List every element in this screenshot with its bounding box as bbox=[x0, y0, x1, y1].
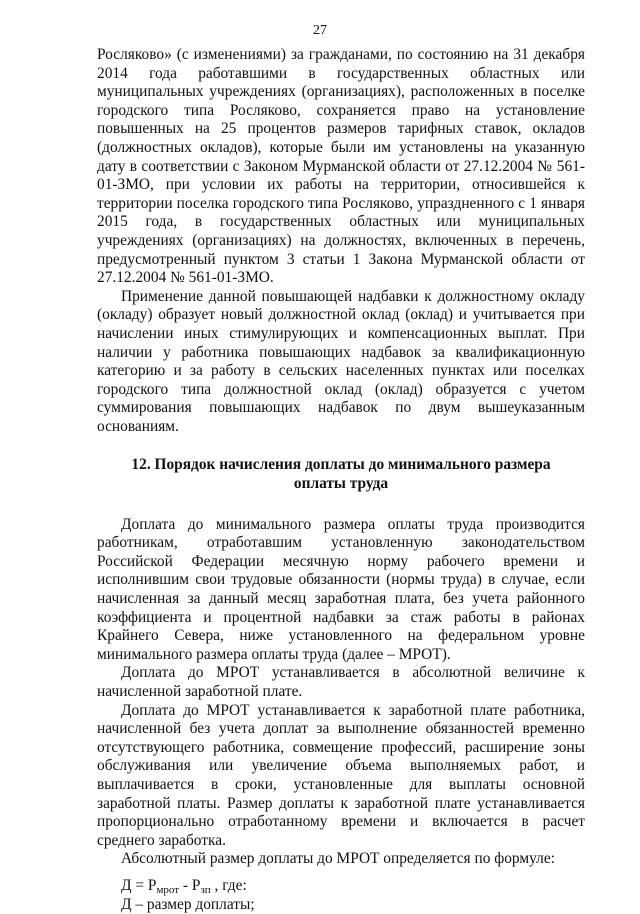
formula-sub-mrot: мрот bbox=[156, 883, 180, 896]
formula-mid: - Р bbox=[179, 876, 201, 894]
paragraph-section-3: Доплата до МРОТ устанавливается к заработной плате работника, начисленной без учета доплат за выполнение обязанностей временно отсутствующего работника, совмещение профессий, расширение зоны обслуживания или увеличение объема выполняемых работ, и выплачивается в сроки, установленные для выплаты основной заработной платы. Размер доплаты к заработной плате устанавливается пропорционально отработанному времени и включается в расчет среднего заработка. bbox=[97, 701, 585, 849]
formula-rhs: , где: bbox=[210, 876, 247, 894]
formula-lhs: Д = Р bbox=[121, 876, 157, 894]
page-content bbox=[97, 46, 585, 914]
paragraph-section-4: Абсолютный размер доплаты до МРОТ определяется по формуле: bbox=[121, 850, 555, 868]
section-heading: 12. Порядок начисления доплаты до минимального размера оплаты труда bbox=[131, 456, 551, 493]
paragraph-section-1: Доплата до минимального размера оплаты труда производится работникам, отработавшим установленную законодательством Российской Федерации месячную норму рабочего времени и исполнившим свои трудовые обязанности (нормы труда) в случае, если начисленная за данный месяц заработная плата, без учета районного коэффициента и процентной надбавки за стаж работы в районах Крайнего Севера, ниже установленного на федеральном уровне минимального размера оплаты труда (далее – МРОТ). bbox=[97, 515, 585, 663]
definition-d: Д – размер доплаты; bbox=[121, 895, 255, 913]
paragraph-intro-2: Применение данной повышающей надбавки к должностному окладу (окладу) образует новый должностной оклад (оклад) и учитывается при начислении иных стимулирующих и компенсационных выплат. При наличии у работника повышающих надбавок за квалификационную категорию и за работу в сельских населенных пунктах или поселках городского типа должностной оклад (оклад) образуется с учетом суммирования повышающих надбавок по двум вышеуказанным основаниям. bbox=[97, 287, 585, 435]
formula bbox=[97, 877, 585, 896]
paragraph-intro-1: Росляково» (с изменениями) за гражданами, по состоянию на 31 декабря 2014 года работавшими в государственных областных или муниципальных учреждениях (организациях), расположенных в поселке городского типа Росляково, сохраняется право на установление повышенных на 25 процентов размеров тарифных ставок, окладов (должностных окладов), которые были им установлены на указанную дату в соответствии с Законом Мурманской области от 27.12.2004 № 561-01-ЗМО, при условии их работы на территории, относившейся к территории поселка городского типа Росляково, упраздненного с 1 января 2015 года, в государственных областных или муниципальных учреждениях (организациях) на должностях, включенных в перечень, предусмотренный пунктом 3 статьи 1 Закона Мурманской области от 27.12.2004 № 561-01-ЗМО. bbox=[97, 46, 585, 287]
formula-sub-zp: зп bbox=[200, 883, 211, 896]
paragraph-section-2: Доплата до МРОТ устанавливается в абсолютной величине к начисленной заработной плате. bbox=[97, 664, 585, 700]
page-number: 27 bbox=[313, 23, 327, 38]
